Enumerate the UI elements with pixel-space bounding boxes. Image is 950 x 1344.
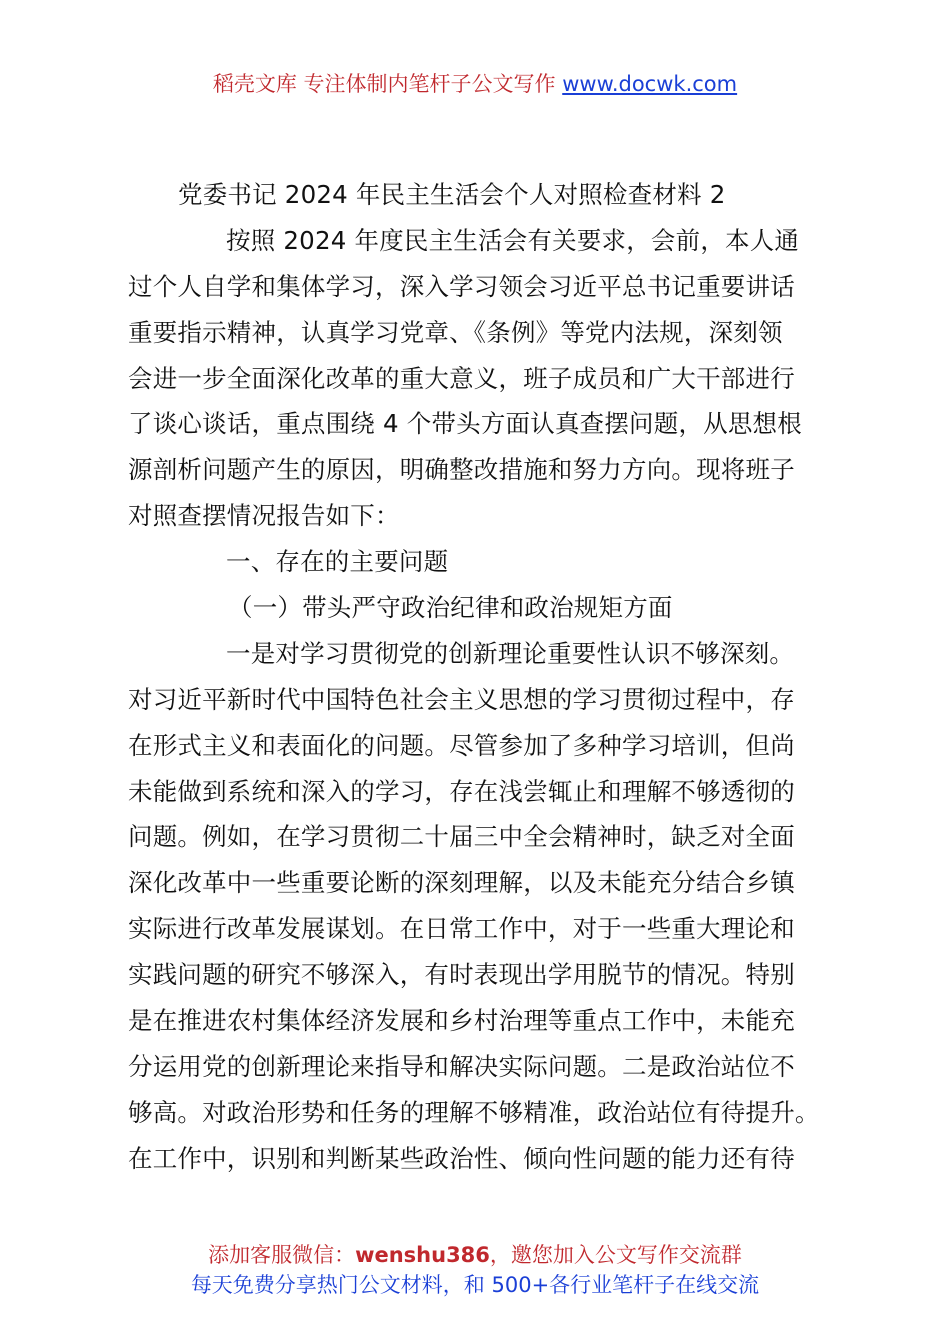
paragraph-line: 深化改革中一些重要论断的深刻理解，以及未能充分结合乡镇 [128,868,795,898]
footer-line-1 [0,1240,950,1270]
paragraph-line: 问题。例如，在学习贯彻二十届三中全会精神时，缺乏对全面 [128,822,795,852]
subsection-heading: （一）带头严守政治纪律和政治规矩方面 [228,593,673,623]
footer-suffix: ，邀您加入公文写作交流群 [489,1243,742,1267]
brand-text: 稻壳文库 专注体制内笔杆子公文写作 [212,72,563,96]
footer-prefix: 添加客服微信： [208,1243,356,1267]
paragraph-line: 在形式主义和表面化的问题。尽管参加了多种学习培训，但尚 [128,730,795,760]
document-body [128,172,828,1182]
paragraph-line: 会进一步全面深化改革的重大意义，班子成员和广大干部进行 [128,363,795,393]
paragraph-line: 分运用党的创新理论来指导和解决实际问题。二是政治站位不 [128,1051,795,1081]
paragraph-line: 重要指示精神，认真学习党章、《条例》等党内法规，深刻领 [128,317,783,347]
wechat-id: wenshu386 [355,1243,490,1267]
paragraph-line: 了谈心谈话，重点围绕 4 个带头方面认真查摆问题，从思想根 [128,409,802,439]
site-header [0,68,950,100]
paragraph-line: 对习近平新时代中国特色社会主义思想的学习贯彻过程中，存 [128,684,795,714]
paragraph-line: 对照查摆情况报告如下： [128,501,400,531]
footer-line-2: 每天免费分享热门公文材料，和 500+各行业笔杆子在线交流 [190,1273,760,1297]
paragraph-line: 够高。对政治形势和任务的理解不够精准，政治站位有待提升。 [128,1097,820,1127]
paragraph-line: 实际进行改革发展谋划。在日常工作中，对于一些重大理论和 [128,914,795,944]
paragraph-line: 实践问题的研究不够深入，有时表现出学用脱节的情况。特别 [128,960,795,990]
section-heading: 一、存在的主要问题 [226,547,449,577]
document-title: 党委书记 2024 年民主生活会个人对照检查材料 2 [178,180,726,209]
site-url-link[interactable]: www.docwk.com [562,72,738,96]
paragraph-line: 在工作中，识别和判断某些政治性、倾向性问题的能力还有待 [128,1143,795,1173]
paragraph-line: 未能做到系统和深入的学习，存在浅尝辄止和理解不够透彻的 [128,776,795,806]
paragraph-line: 过个人自学和集体学习，深入学习领会习近平总书记重要讲话 [128,271,795,301]
paragraph-line: 按照 2024 年度民主生活会有关要求，会前，本人通 [226,225,800,255]
paragraph-line: 一是对学习贯彻党的创新理论重要性认识不够深刻。 [226,638,795,668]
promo-footer [0,1240,950,1300]
paragraph-line: 源剖析问题产生的原因，明确整改措施和努力方向。现将班子 [128,455,795,485]
paragraph-line: 是在推进农村集体经济发展和乡村治理等重点工作中，未能充 [128,1006,795,1036]
